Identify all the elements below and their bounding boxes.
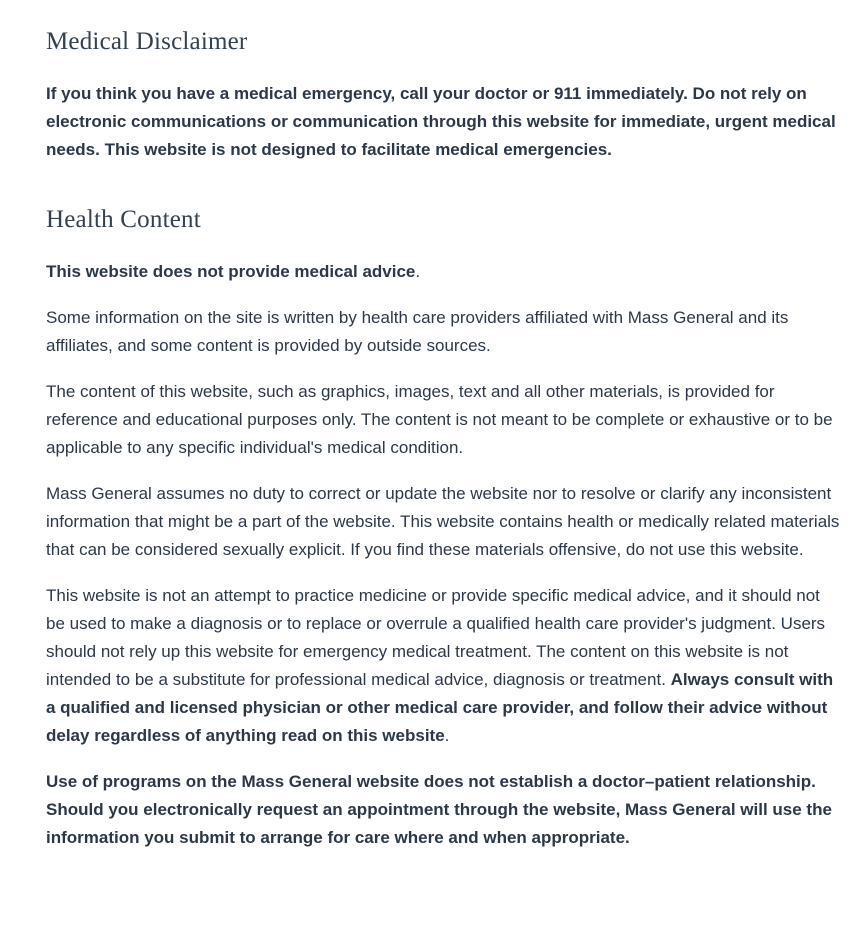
medical-disclaimer-heading: Medical Disclaimer [46,28,248,55]
content-purpose-paragraph: The content of this website, such as graphics, images, text and all other materials, is provided for reference and educational purposes only. The content is not meant to be complete or exhaustive or to be applicable to any specific individual's medical condition. [46,382,833,457]
practice-medicine-period: . [444,726,450,745]
no-duty-paragraph: Mass General assumes no duty to correct or update the website nor to resolve or clarify any inconsistent information that might be a part of the website. This website contains health or medically related materials that can be considered sexually explicit. If you find these materials offensive, do not use this website. [46,484,840,559]
emergency-notice: If you think you have a medical emergency, call your doctor or 911 immediately. Do not rely on electronic communications or communication through this website for immediate, urgent medical needs. This website is not designed to facilitate medical emergencies. [46,84,836,159]
no-medical-advice-bold: This website does not provide medical advice [46,262,416,281]
no-medical-advice-period: . [415,262,421,281]
content-sources-paragraph: Some information on the site is written by health care providers affiliated with Mass General and its affiliates, and some content is provided by outside sources. [46,308,789,355]
doctor-patient-relationship-paragraph: Use of programs on the Mass General website does not establish a doctor–patient relationship. Should you electronically request an appointment through the website, Mass General will use the information you submit to arrange for care where and when appropriate. [46,772,832,847]
health-content-heading: Health Content [46,206,201,233]
practice-medicine-text: This website is not an attempt to practice medicine or provide specific medical advice, and it should not be used to make a diagnosis or to replace or overrule a qualified health care provider's judgment. Users should not rely up this website for emergency medical treatment. The content on this website is not intended to be a substitute for professional medical advice, diagnosis or treatment. [46,586,826,689]
practice-medicine-paragraph [46,582,840,750]
no-medical-advice-statement [46,258,840,286]
consult-physician-bold: Always consult with a qualified and licensed physician or other medical care provider, and follow their advice without delay regardless of anything read on this website [46,670,834,745]
